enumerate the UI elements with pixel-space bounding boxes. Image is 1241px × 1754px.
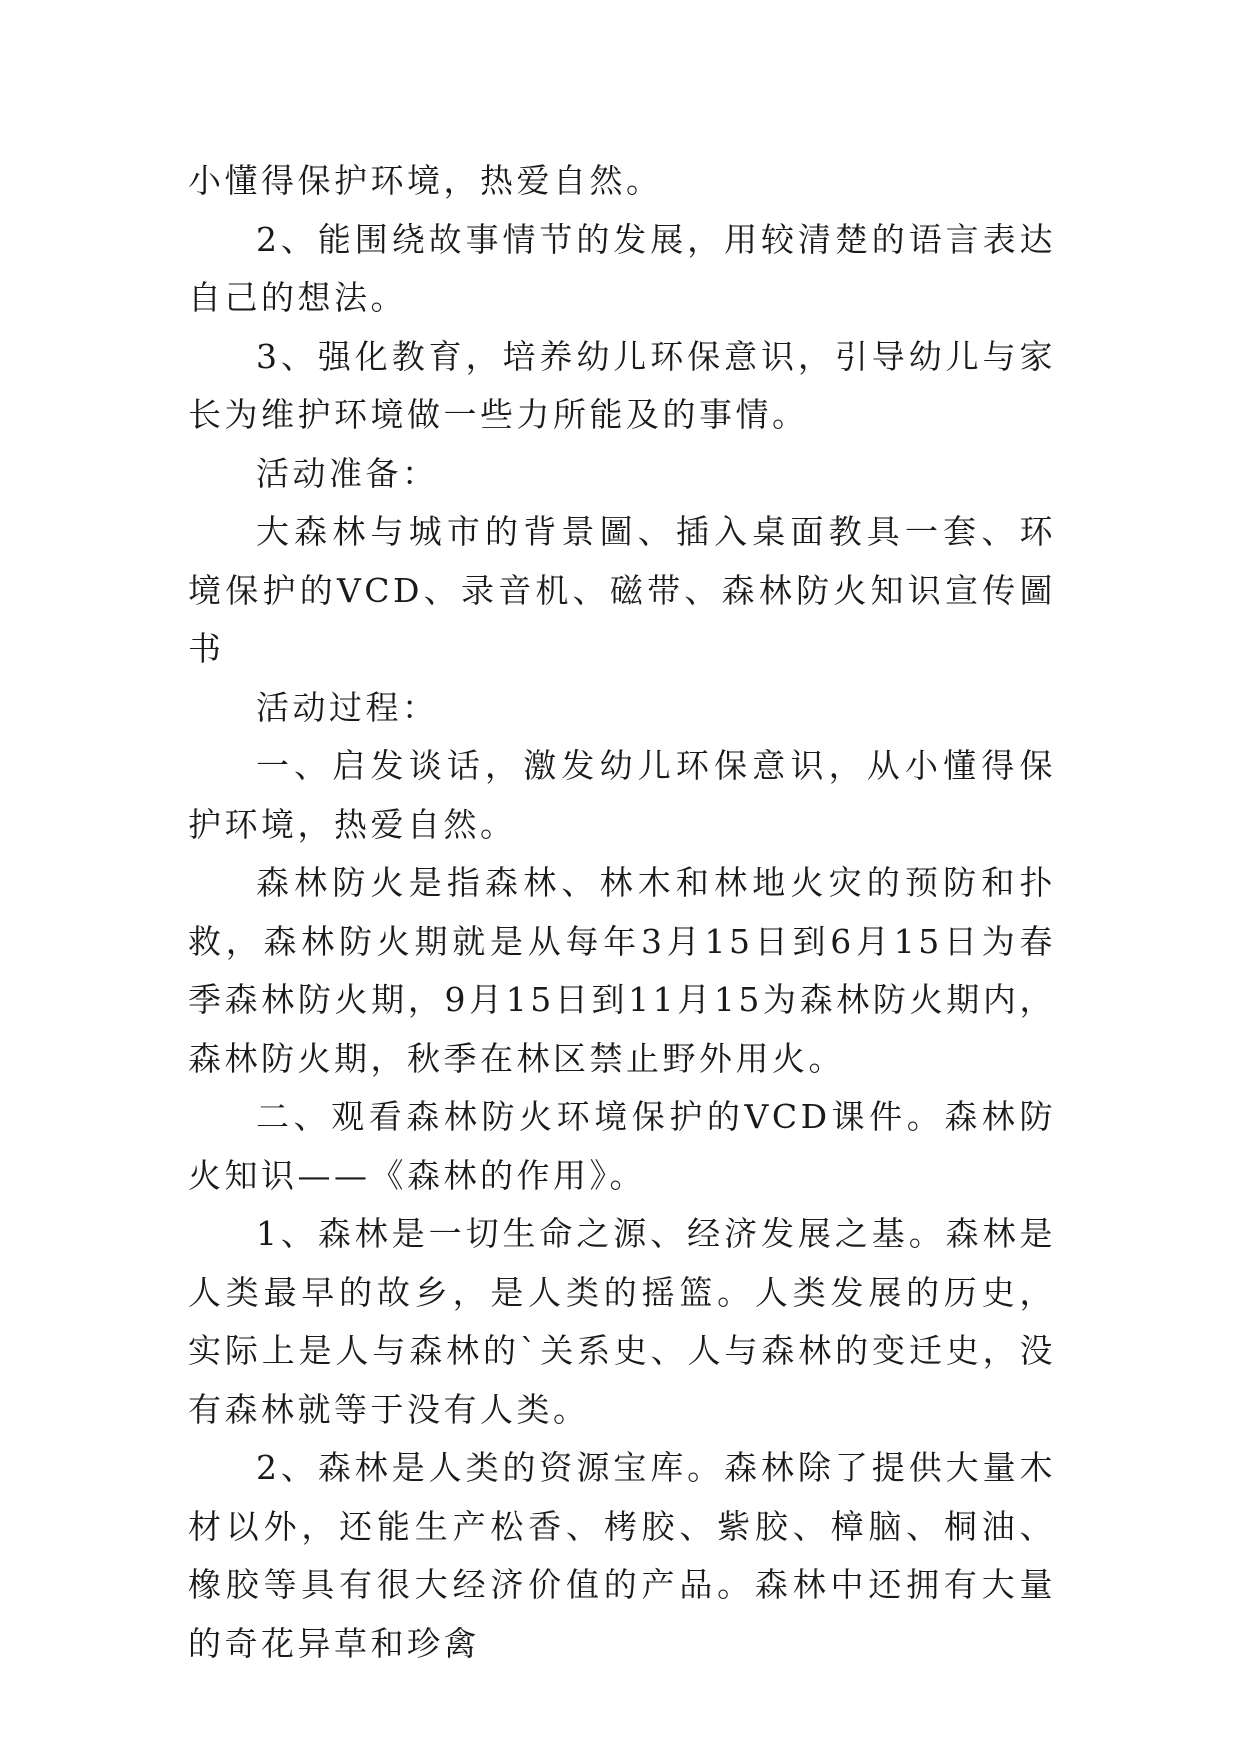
paragraph-step-1: 一、启发谈话，激发幼儿环保意识，从小懂得保护环境，热爱自然。 <box>188 746 1056 844</box>
paragraph-forest-role-1: 1、森林是一切生命之源、经济发展之基。森林是人类最早的故乡，是人类的摇篮。人类发展的历史，实际上是人与森林的`关系史、人与森林的变迁史，没有森林就等于没有人类。 <box>188 1214 1056 1429</box>
heading-process: 活动过程： <box>256 687 439 727</box>
paragraph-goal-3: 3、强化教育，培养幼儿环保意识，引导幼儿与家长为维护环境做一些力所能及的事情。 <box>188 336 1056 434</box>
paragraph-forest-role-2: 2、森林是人类的资源宝库。森林除了提供大量木材以外，还能生产松香、栲胶、紫胶、樟脑、桐油、橡胶等具有很大经济价值的产品。森林中还拥有大量的奇花异草和珍禽 <box>188 1448 1056 1663</box>
heading-preparation: 活动准备： <box>256 453 439 493</box>
paragraph-goal-2: 2、能围绕故事情节的发展，用较清楚的语言表达自己的想法。 <box>188 219 1056 317</box>
document-body <box>188 152 1056 1673</box>
paragraph-fire-prevention: 森林防火是指森林、林木和林地火灾的预防和扑救，森林防火期就是从每年3月15日到6月15日为春季森林防火期，9月15日到11月15为森林防火期内，森林防火期，秋季在林区禁止野外用火。 <box>188 863 1056 1078</box>
paragraph-continuation: 小懂得保护环境，热爱自然。 <box>188 161 663 200</box>
paragraph-materials: 大森林与城市的背景圖、插入桌面教具一套、环境保护的VCD、录音机、磁带、森林防火知识宣传圖书 <box>188 512 1056 668</box>
paragraph-step-2: 二、观看森林防火环境保护的VCD课件。森林防火知识——《森林的作用》。 <box>188 1097 1056 1195</box>
